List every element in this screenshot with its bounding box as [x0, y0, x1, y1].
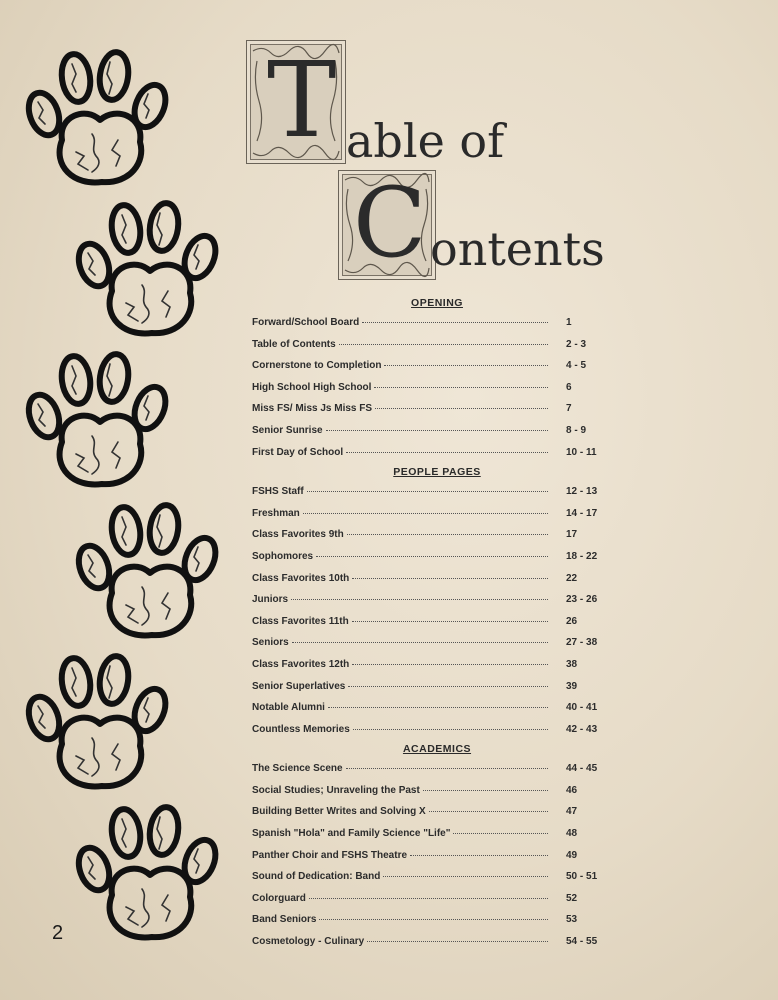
toc-row	[252, 570, 622, 592]
title-initial-box-1	[246, 40, 346, 164]
toc-entry-label: Sound of Dedication: Band	[252, 871, 381, 883]
toc-entry-label: Notable Alumni	[252, 702, 325, 714]
toc-entry-label: Countless Memories	[252, 723, 350, 735]
dot-leader	[316, 556, 548, 557]
toc-row	[252, 868, 622, 890]
page-title	[244, 36, 624, 286]
dot-leader	[384, 365, 548, 366]
toc-entry-pages: 23 - 26	[566, 594, 598, 606]
toc-entry-pages: 10 - 11	[566, 446, 597, 458]
toc-entry-label: Table of Contents	[252, 338, 336, 350]
toc-row	[252, 699, 622, 721]
dot-leader	[453, 833, 548, 834]
toc-entry-pages: 18 - 22	[566, 550, 598, 562]
title-initial-c: C	[353, 167, 427, 279]
toc-entry-pages: 14 - 17	[566, 507, 598, 519]
toc-entry-label: Building Better Writes and Solving X	[252, 806, 426, 818]
dot-leader	[347, 534, 548, 535]
toc-row	[252, 422, 622, 444]
toc-entry-label: FSHS Staff	[252, 486, 304, 498]
paw-print-icon	[22, 44, 182, 194]
paw-print-icon	[72, 799, 232, 949]
toc-entry-label: Spanish "Hola" and Family Science "Life"	[252, 828, 451, 840]
toc-row	[252, 314, 622, 336]
dot-leader	[352, 578, 548, 579]
dot-leader	[319, 919, 548, 920]
toc-row	[252, 847, 622, 869]
toc-row	[252, 911, 622, 933]
toc-entry-pages: 17	[566, 529, 578, 541]
toc-row	[252, 591, 622, 613]
section-heading-people-pages: PEOPLE PAGES	[393, 466, 481, 479]
toc-entry-label: Cosmetology - Culinary	[252, 936, 365, 948]
section-heading-academics: ACADEMICS	[402, 743, 472, 756]
toc-entry-label: Class Favorites 10th	[252, 572, 350, 584]
dot-leader	[353, 729, 548, 730]
toc-row	[252, 505, 622, 527]
toc-entry-pages: 27 - 38	[566, 637, 598, 649]
toc-entry-label: Seniors	[252, 637, 289, 649]
toc-row	[252, 634, 622, 656]
dot-leader	[348, 686, 548, 687]
toc-entry-label: Colorguard	[252, 892, 306, 904]
toc-entry-pages: 22	[566, 572, 578, 584]
toc-row	[252, 656, 622, 678]
dot-leader	[339, 344, 548, 345]
paw-print-icon	[22, 346, 182, 496]
toc	[252, 296, 622, 955]
toc-row	[252, 803, 622, 825]
toc-entry-label: Senior Sunrise	[252, 424, 323, 436]
dot-leader	[292, 642, 548, 643]
toc-row	[252, 379, 622, 401]
title-initial-box-2	[338, 167, 436, 280]
page-number: 2	[52, 922, 64, 944]
toc-row	[252, 400, 622, 422]
toc-entry-label: Sophomores	[252, 550, 314, 562]
toc-row	[252, 678, 622, 700]
dot-leader	[410, 855, 548, 856]
toc-entry-label: Social Studies; Unraveling the Past	[252, 784, 420, 796]
dot-leader	[383, 876, 548, 877]
toc-row	[252, 721, 622, 743]
toc-row	[252, 444, 622, 466]
toc-entry-pages: 8 - 9	[566, 424, 587, 436]
toc-row	[252, 336, 622, 358]
toc-row	[252, 782, 622, 804]
toc-entry-label: Juniors	[252, 594, 289, 606]
toc-entry-label: Band Seniors	[252, 914, 317, 926]
title-text-line-1: able of	[346, 114, 505, 168]
dot-leader	[307, 491, 548, 492]
dot-leader	[375, 408, 548, 409]
toc-entry-label: Class Favorites 11th	[252, 615, 349, 627]
dot-leader	[423, 790, 548, 791]
dot-leader	[367, 941, 548, 942]
toc-row	[252, 526, 622, 548]
toc-row	[252, 548, 622, 570]
toc-entry-label: Class Favorites 12th	[252, 658, 350, 670]
dot-leader	[346, 452, 548, 453]
toc-entry-pages: 44 - 45	[566, 763, 598, 775]
dot-leader	[374, 387, 548, 388]
toc-entry-label: Senior Superlatives	[252, 680, 346, 692]
title-text-line-2: ontents	[430, 222, 605, 276]
toc-entry-label: Miss FS/ Miss Js Miss FS	[252, 403, 373, 415]
toc-entry-pages: 4 - 5	[566, 360, 587, 372]
toc-entry-pages: 38	[566, 658, 578, 670]
toc-entry-pages: 49	[566, 849, 578, 861]
dot-leader	[352, 664, 548, 665]
toc-entry-label: High School High School	[252, 381, 372, 393]
paw-print-icon	[72, 195, 232, 345]
toc-entry-pages: 54 - 55	[566, 936, 598, 948]
toc-entry-pages: 12 - 13	[566, 486, 598, 498]
title-initial-t: T	[267, 39, 337, 161]
dot-leader	[328, 707, 548, 708]
dot-leader	[352, 621, 548, 622]
dot-leader	[291, 599, 548, 600]
toc-entry-label: The Science Scene	[252, 763, 343, 775]
dot-leader	[362, 322, 548, 323]
toc-entry-pages: 6	[566, 381, 572, 393]
toc-row	[252, 357, 622, 379]
paw-column	[0, 0, 250, 1000]
toc-entry-pages: 48	[566, 828, 578, 840]
dot-leader	[303, 513, 548, 514]
toc-entry-pages: 53	[566, 914, 578, 926]
toc-entry-pages: 46	[566, 784, 578, 796]
toc-entry-pages: 42 - 43	[566, 723, 598, 735]
dot-leader	[326, 430, 548, 431]
toc-entry-label: Freshman	[252, 507, 300, 519]
toc-entry-pages: 1	[566, 317, 572, 328]
toc-row	[252, 825, 622, 847]
toc-row	[252, 760, 622, 782]
toc-entry-label: Forward/School Board	[252, 317, 360, 328]
toc-entry-pages: 52	[566, 892, 578, 904]
paw-print-icon	[22, 648, 182, 798]
toc-entry-label: Cornerstone to Completion	[252, 360, 382, 372]
toc-entry-pages: 2 - 3	[566, 338, 587, 350]
dot-leader	[309, 898, 548, 899]
toc-entry-pages: 7	[566, 403, 572, 415]
toc-entry-pages: 50 - 51	[566, 871, 598, 883]
dot-leader	[429, 811, 548, 812]
toc-row	[252, 890, 622, 912]
toc-row	[252, 483, 622, 505]
section-heading-opening: OPENING	[411, 297, 463, 309]
paw-print-icon	[72, 497, 232, 647]
toc-row	[252, 933, 622, 955]
toc-entry-pages: 47	[566, 806, 578, 818]
toc-entry-pages: 40 - 41	[566, 702, 598, 714]
dot-leader	[346, 768, 548, 769]
toc-entry-label: Class Favorites 9th	[252, 529, 344, 541]
toc-entry-label: Panther Choir and FSHS Theatre	[252, 849, 408, 861]
toc-entry-pages: 39	[566, 680, 578, 692]
toc-entry-pages: 26	[566, 615, 578, 627]
toc-row	[252, 613, 622, 635]
toc-entry-label: First Day of School	[252, 446, 344, 458]
